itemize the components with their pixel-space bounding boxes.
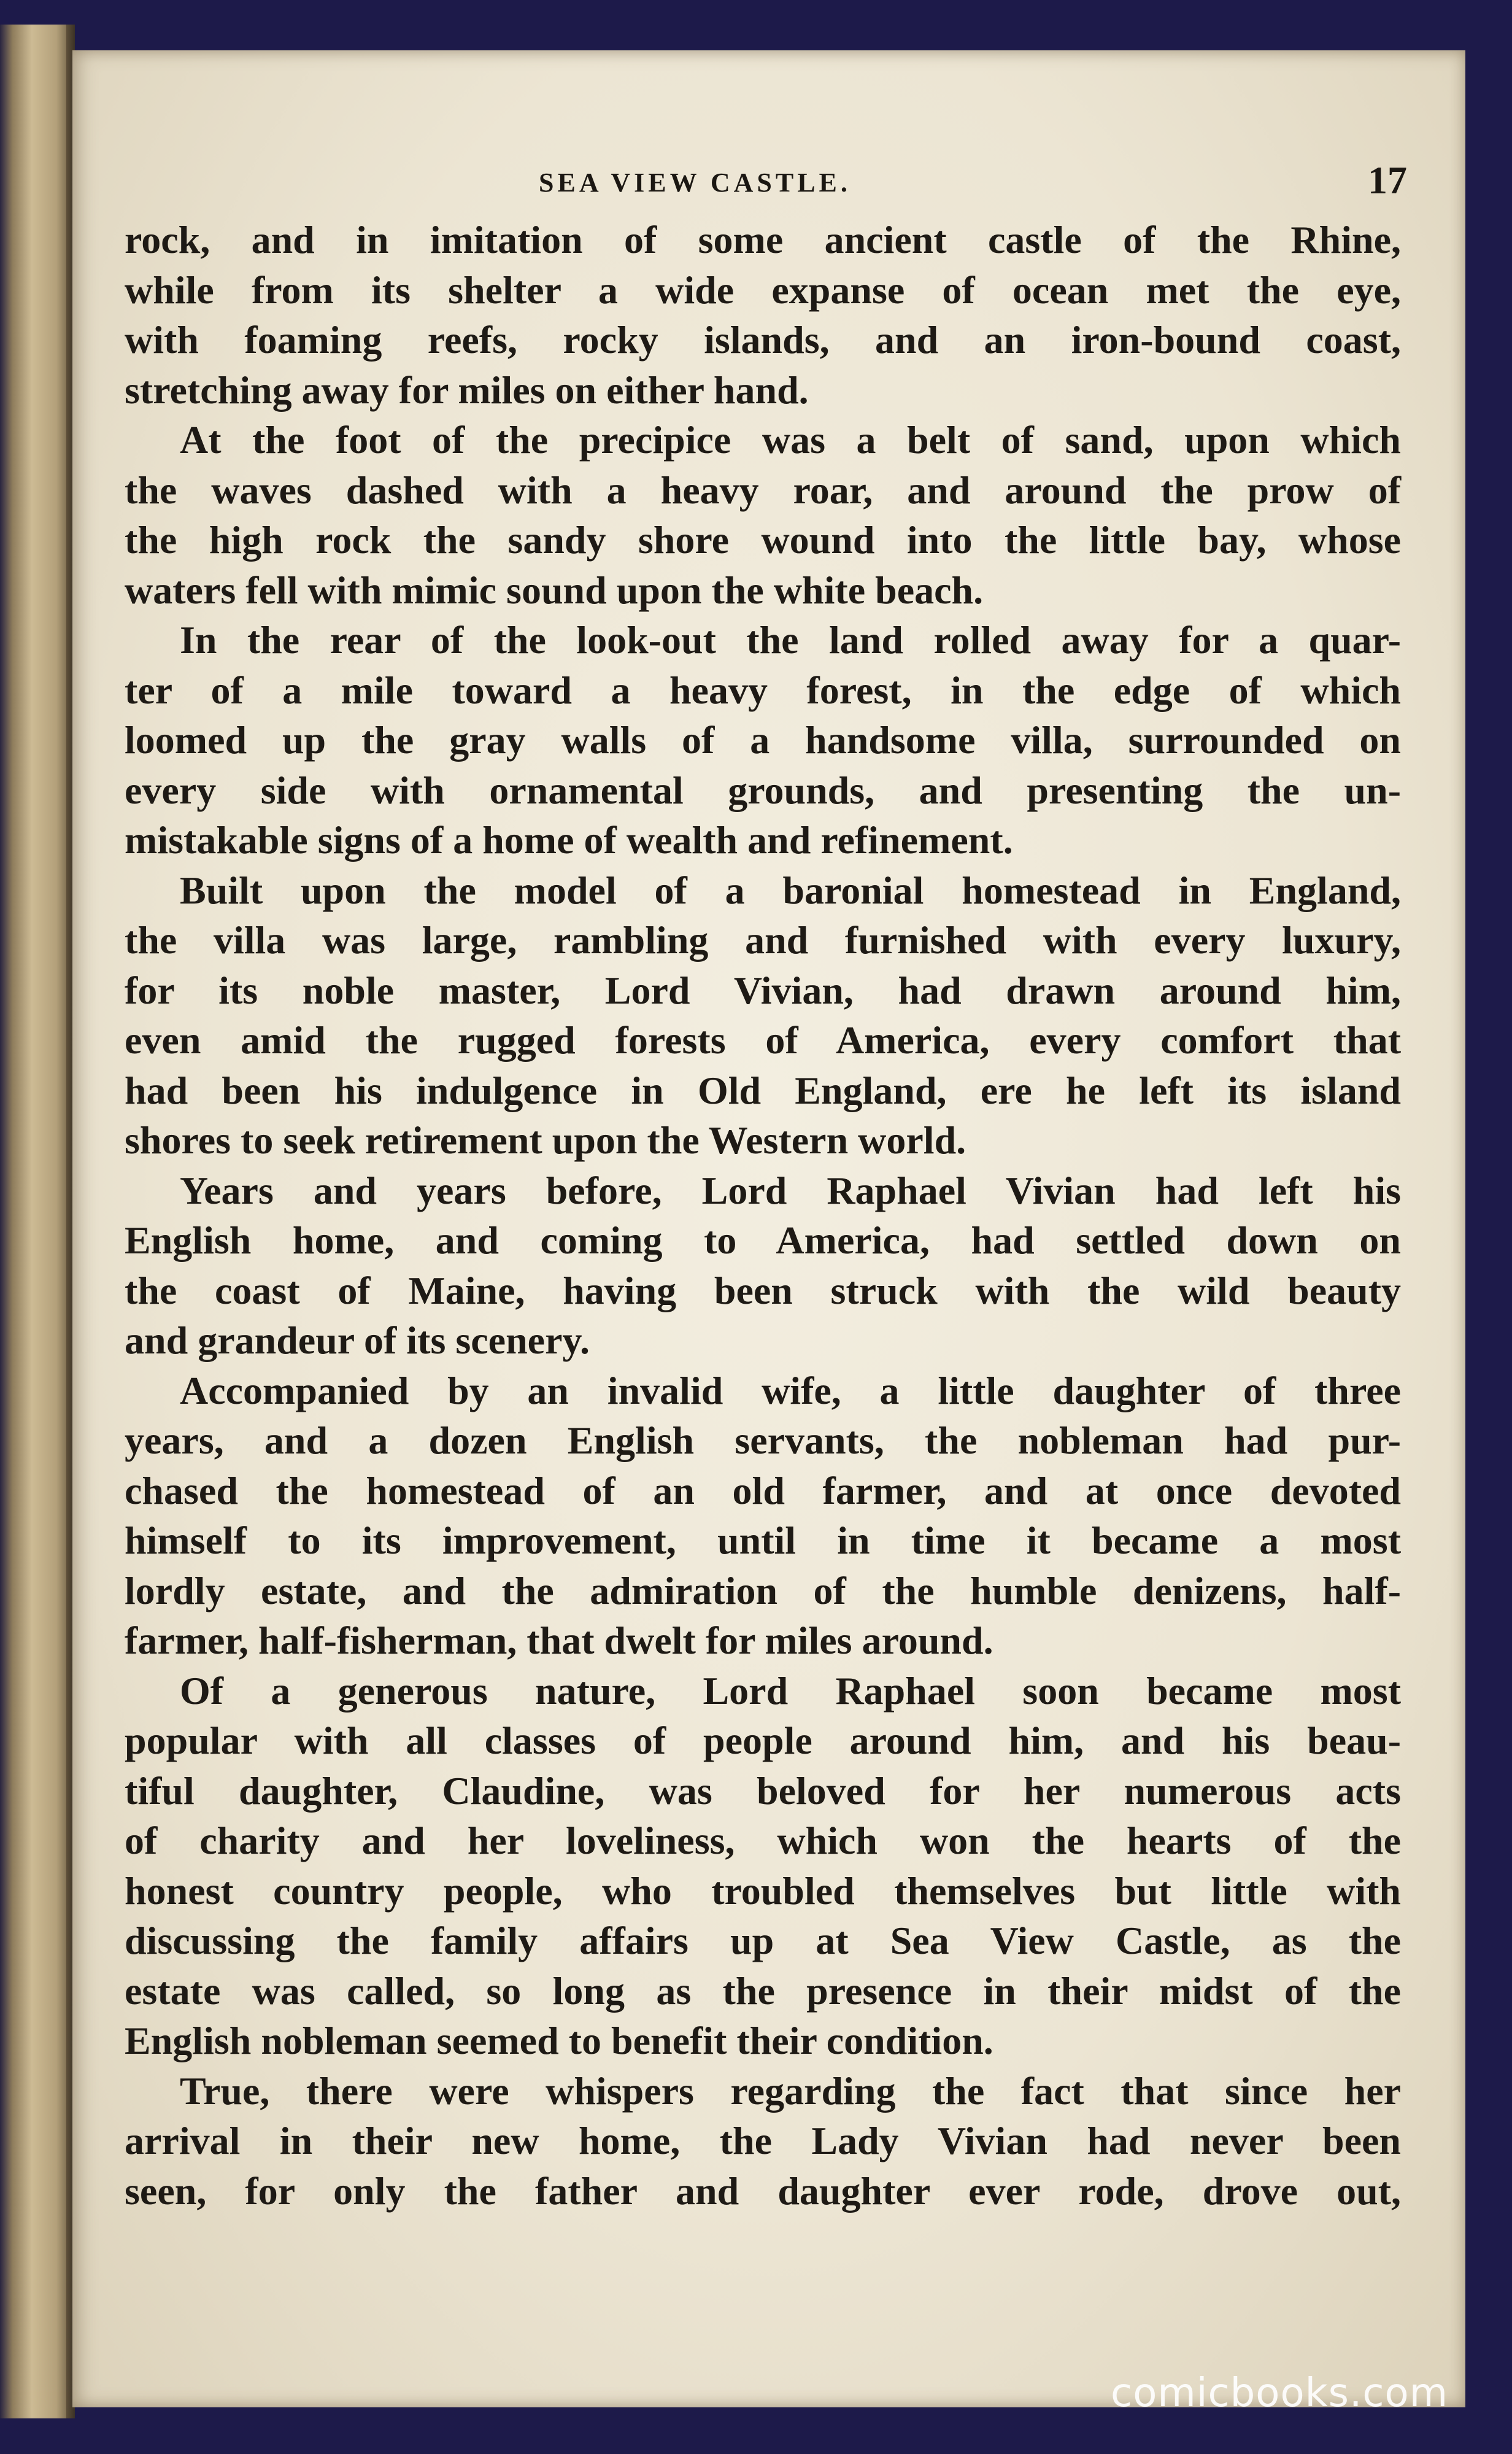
text-line: loomed up the gray walls of a handsome villa, surrounded on xyxy=(125,718,1401,762)
text-line: tiful daughter, Claudine, was beloved for her numerous acts xyxy=(125,1768,1401,1813)
text-line: stretching away for miles on either hand. xyxy=(125,368,809,412)
text-line: with foaming reefs, rocky islands, and an iron-bound coast, xyxy=(125,318,1401,362)
text-line: seen, for only the father and daughter ever rode, drove out, xyxy=(125,2169,1401,2213)
page-header xyxy=(72,124,1465,202)
running-head: SEA VIEW CASTLE. xyxy=(539,168,851,198)
page-body-text xyxy=(125,215,1401,2216)
text-line: while from its shelter a wide expanse of ocean met the eye, xyxy=(125,268,1401,312)
text-line: the waves dashed with a heavy roar, and around the prow of xyxy=(125,468,1401,512)
page-number: 17 xyxy=(1368,158,1407,202)
text-line: and grandeur of its scenery. xyxy=(125,1318,590,1362)
text-line: estate was called, so long as the presence in their midst of the xyxy=(125,1968,1401,2013)
book-spine-edge xyxy=(0,25,71,2418)
text-line: for its noble master, Lord Vivian, had drawn around him, xyxy=(125,968,1401,1012)
text-line: himself to its improvement, until in time it became a most xyxy=(125,1519,1401,1562)
text-line: arrival in their new home, the Lady Vivian had never been xyxy=(125,2119,1401,2162)
text-line: had been his indulgence in Old England, ere he left its island xyxy=(125,1068,1401,1112)
book-page xyxy=(72,50,1465,2407)
text-line: honest country people, who troubled themselves but little with xyxy=(125,1868,1401,1913)
text-line: Built upon the model of a baronial homestead in England, xyxy=(180,868,1401,912)
text-line: lordly estate, and the admiration of the humble denizens, half- xyxy=(125,1568,1401,1612)
text-line: chased the homestead of an old farmer, and at once devoted xyxy=(125,1468,1401,1512)
text-line: English home, and coming to America, had settled down on xyxy=(125,1218,1401,1262)
text-line: shores to seek retirement upon the Western world. xyxy=(125,1118,966,1162)
watermark: comicbooks.com xyxy=(1111,2371,1449,2416)
text-line: farmer, half-fisherman, that dwelt for miles around. xyxy=(125,1619,993,1662)
text-line: Years and years before, Lord Raphael Vivian had left his xyxy=(180,1168,1401,1212)
text-line: mistakable signs of a home of wealth and refinement. xyxy=(125,818,1013,862)
text-line: the high rock the sandy shore wound into the little bay, whose xyxy=(125,518,1401,562)
text-line: waters fell with mimic sound upon the white beach. xyxy=(125,568,984,612)
text-line: the coast of Maine, having been struck with the wild beauty xyxy=(125,1268,1401,1312)
text-line: the villa was large, rambling and furnished with every luxury, xyxy=(125,918,1401,962)
text-line: Accompanied by an invalid wife, a little daughter of three xyxy=(180,1368,1401,1412)
text-line: even amid the rugged forests of America, every comfort that xyxy=(125,1018,1401,1062)
text-line: At the foot of the precipice was a belt of sand, upon which xyxy=(180,418,1401,462)
text-line: English nobleman seemed to benefit their condition. xyxy=(125,2019,993,2062)
text-line: ter of a mile toward a heavy forest, in the edge of which xyxy=(125,668,1401,712)
text-line: True, there were whispers regarding the fact that since her xyxy=(180,2069,1401,2113)
text-line: years, and a dozen English servants, the nobleman had pur- xyxy=(125,1419,1401,1462)
text-line: Of a generous nature, Lord Raphael soon became most xyxy=(180,1668,1401,1713)
text-line: every side with ornamental grounds, and presenting the un- xyxy=(125,768,1401,812)
text-line: popular with all classes of people around him, and his beau- xyxy=(125,1719,1401,1762)
text-line: rock, and in imitation of some ancient castle of the Rhine, xyxy=(125,218,1401,261)
text-line: of charity and her loveliness, which won the hearts of the xyxy=(125,1819,1401,1862)
text-line: discussing the family affairs up at Sea View Castle, as the xyxy=(125,1919,1401,1962)
text-line: In the rear of the look-out the land rolled away for a quar- xyxy=(180,618,1401,662)
